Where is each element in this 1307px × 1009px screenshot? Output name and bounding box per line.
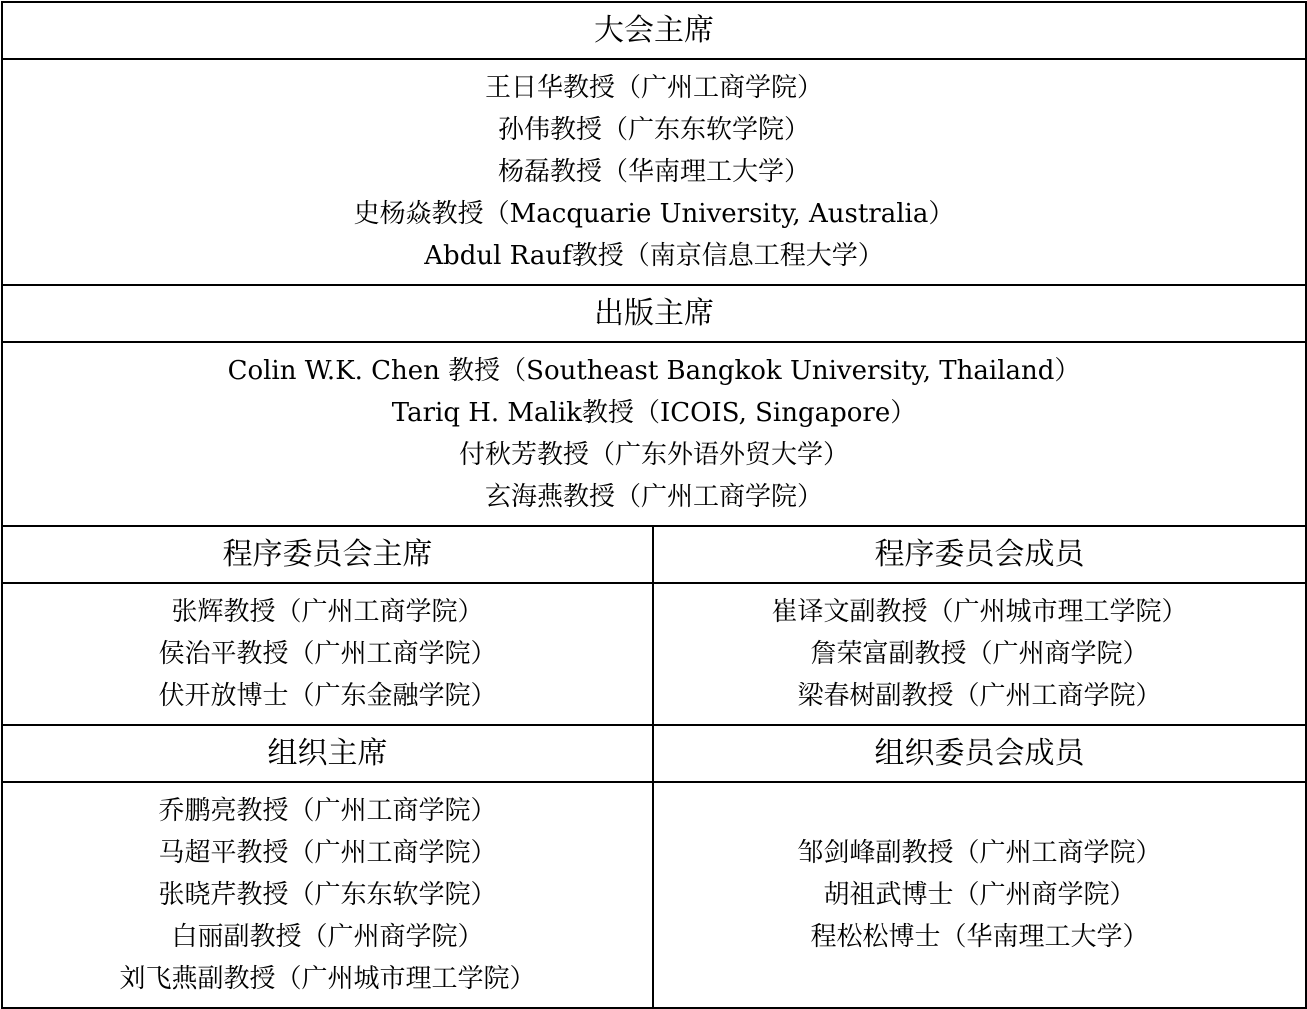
program-committee-chair-member: 侯治平教授（广州工商学院）	[158, 639, 497, 669]
organizing-committee-members-list	[653, 782, 1306, 1008]
publication-chairs-header-row	[2, 285, 1306, 342]
publication-chair-member: 付秋芳教授（广东外语外贸大学）	[458, 440, 849, 470]
organizing-chair-member: 马超平教授（广州工商学院）	[158, 838, 497, 868]
program-committee-members-list	[653, 583, 1306, 725]
general-chairs-header-row	[2, 2, 1306, 59]
general-chairs-list	[2, 59, 1306, 285]
organizing-chair-member: 张晓芹教授（广东东软学院）	[158, 880, 497, 910]
general-chair-member: 王日华教授（广州工商学院）	[484, 73, 823, 103]
general-chair-member: 杨磊教授（华南理工大学）	[497, 157, 810, 187]
program-committee-list-row	[2, 583, 1306, 725]
organizing-chair-member: 刘飞燕副教授（广州城市理工学院）	[119, 964, 536, 994]
program-committee-header-row	[2, 526, 1306, 583]
publication-chair-member: Tariq H. Malik教授（ICOIS, Singapore）	[391, 398, 917, 428]
general-chairs-title: 大会主席	[2, 2, 1306, 59]
general-chair-member: Abdul Rauf教授（南京信息工程大学）	[424, 241, 884, 271]
general-chair-member: 孙伟教授（广东东软学院）	[497, 115, 810, 145]
organizing-committee-member: 胡祖武博士（广州商学院）	[823, 880, 1136, 910]
program-committee-chair-member: 张辉教授（广州工商学院）	[171, 597, 484, 627]
publication-chairs-title: 出版主席	[2, 285, 1306, 342]
organizing-committee-member: 邹剑峰副教授（广州工商学院）	[797, 838, 1162, 868]
program-committee-member: 崔译文副教授（广州城市理工学院）	[771, 597, 1188, 627]
publication-chairs-list	[2, 342, 1306, 526]
publication-chair-member: 玄海燕教授（广州工商学院）	[484, 482, 823, 512]
program-committee-members-title: 程序委员会成员	[653, 526, 1306, 583]
program-committee-chair-member: 伏开放博士（广东金融学院）	[158, 681, 497, 711]
publication-chairs-list-row	[2, 342, 1306, 526]
program-committee-chairs-title: 程序委员会主席	[2, 526, 653, 583]
organizing-committee-header-row	[2, 725, 1306, 782]
program-committee-member: 詹荣富副教授（广州商学院）	[810, 639, 1149, 669]
program-committee-chairs-list	[2, 583, 653, 725]
organizing-chair-member: 乔鹏亮教授（广州工商学院）	[158, 796, 497, 826]
organizing-chairs-list	[2, 782, 653, 1008]
program-committee-member: 梁春树副教授（广州工商学院）	[797, 681, 1162, 711]
publication-chair-member: Colin W.K. Chen 教授（Southeast Bangkok University, Thailand）	[227, 356, 1081, 386]
committee-table	[1, 1, 1307, 1009]
organizing-committee-member: 程松松博士（华南理工大学）	[810, 922, 1149, 952]
organizing-committee-list-row	[2, 782, 1306, 1008]
organizing-committee-members-title: 组织委员会成员	[653, 725, 1306, 782]
general-chairs-list-row	[2, 59, 1306, 285]
organizing-chairs-title: 组织主席	[2, 725, 653, 782]
organizing-chair-member: 白丽副教授（广州商学院）	[171, 922, 484, 952]
general-chair-member: 史杨焱教授（Macquarie University, Australia）	[353, 199, 955, 229]
